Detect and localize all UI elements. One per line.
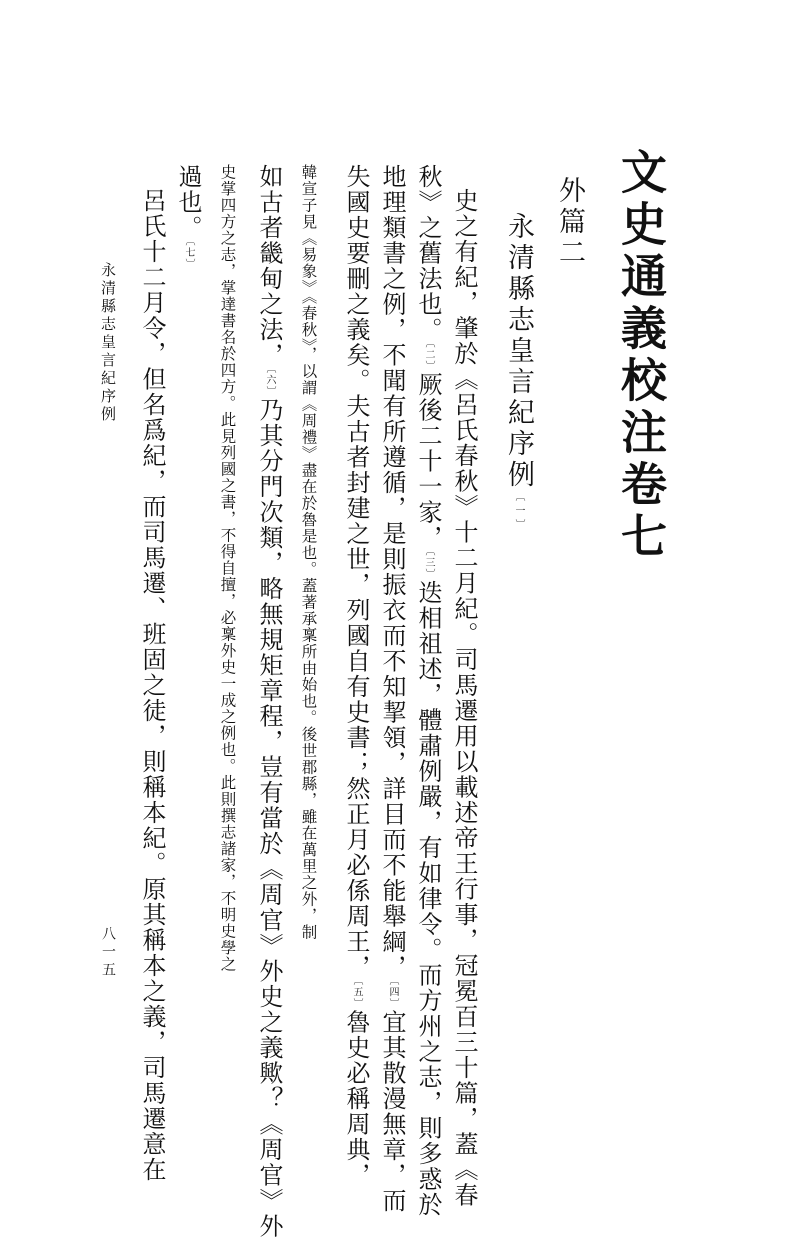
text-column: [452, 188, 476, 1118]
column-text: 乃其分門次類，略無規矩章程，豈有當於《周官》外史之義歟？《周官》外: [255, 398, 283, 1239]
commentary-column: [300, 164, 316, 1114]
section-title-footnote: 〔一〕: [513, 491, 524, 533]
column-text: 如古者畿甸之法，: [255, 164, 283, 368]
text-column: [416, 164, 440, 1114]
page-number: 八一五: [101, 926, 115, 986]
column-text: 失國史要刪之義矣。夫古者封建之世，列國自有史書；然正月必係周王，: [342, 164, 370, 980]
section-title: [505, 212, 532, 552]
column-text: 呂氏十二月令，但名爲紀，而司馬遷、班固之徒，則稱本紀。原其稱本之義，司馬遷意在: [138, 188, 166, 1183]
column-text: 宜其散漫無章，而: [378, 1010, 406, 1214]
column-text: 地理類書之例，不聞有所遵循，是則振衣而不知挈領，詳目而不能舉綱，: [378, 164, 406, 980]
text-column: [176, 164, 200, 284]
column-text: 過也。: [174, 164, 202, 241]
book-title: 文史通義校注卷七: [618, 148, 664, 568]
section-title-text: 永清縣志皇言紀序例: [503, 212, 534, 491]
column-text: 韓宣子見《易象》《春秋》，以謂《周禮》盡在於魯是也。蓋著承稟所由始也。後世郡縣，雖在萬里之外，制: [300, 164, 318, 941]
footnote-marker: 〔四〕: [387, 980, 398, 1010]
column-text: 厥後二十一家，: [414, 372, 442, 551]
running-header: 永清縣志皇言紀序例: [100, 262, 115, 452]
footnote-marker: 〔五〕: [351, 980, 362, 1010]
text-column: [140, 188, 164, 1118]
footnote-marker: 〔三〕: [423, 551, 434, 581]
footnote-marker: 〔六〕: [264, 368, 275, 398]
text-column: [344, 164, 368, 1114]
column-text: 史之有紀，肇於《呂氏春秋》十二月紀。司馬遷用以載述帝王行事，冠冕百三十篇，蓋《春: [450, 188, 478, 1208]
chapter-heading: 外篇二: [556, 176, 583, 296]
column-text: 迭相祖述，體肅例嚴，有如律令。而方州之志，則多惑於: [414, 580, 442, 1218]
commentary-column: [219, 164, 235, 1114]
footnote-marker: 〔二〕: [423, 343, 434, 373]
column-text: 秋》之舊法也。: [414, 164, 442, 343]
column-text: 魯史必稱周典，: [342, 1010, 370, 1189]
column-text: 史掌四方之志，掌達書名於四方。此見列國之書，不得自擅，必稟外史一成之例也。此則撰志諸家，不明史學之: [219, 164, 237, 973]
text-column: [380, 164, 404, 1114]
footnote-marker: 〔七〕: [183, 241, 194, 271]
text-column: [257, 164, 281, 1114]
